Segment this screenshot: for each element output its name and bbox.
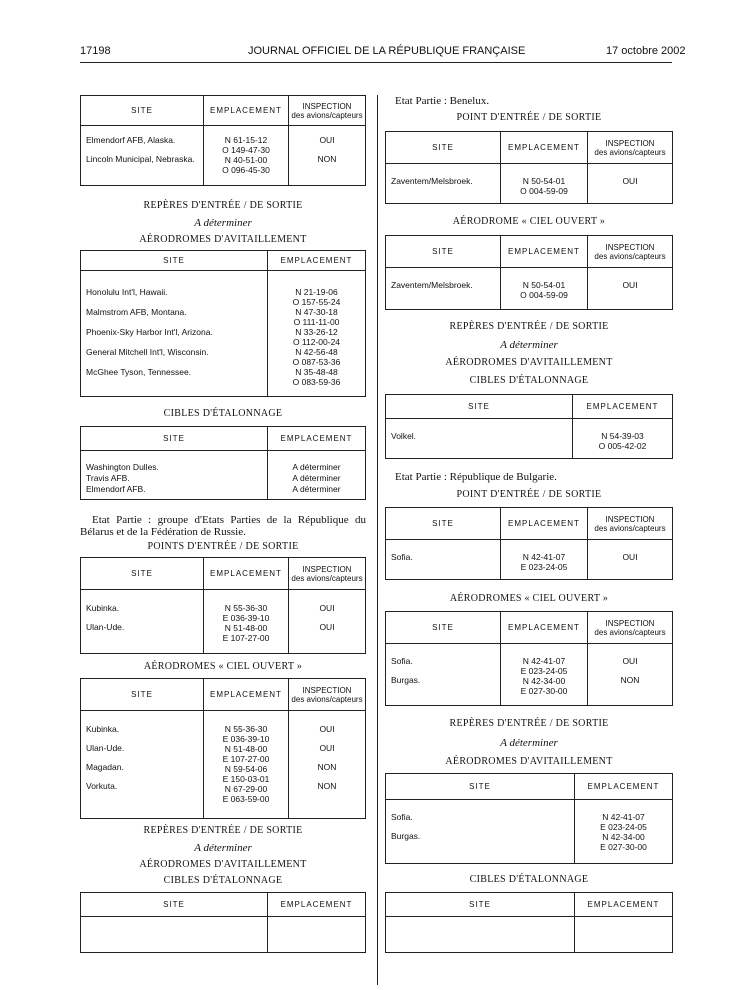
- section-heading: AÉRODROMES « CIEL OUVERT »: [449, 593, 609, 604]
- col-header-site: SITE: [81, 558, 204, 590]
- section-heading: CIBLES D'ÉTALONNAGE: [469, 375, 589, 386]
- section-heading: AÉRODROME « CIEL OUVERT »: [452, 216, 606, 227]
- table-bulgarie-point-entree: [385, 507, 673, 580]
- emplacement-cell: N 55-36-30 E 036-39-10 N 51-48-00 E 107-27-00: [204, 590, 289, 654]
- table-russie-points-entree: [80, 557, 366, 654]
- col-header-emplacement: EMPLACEMENT: [204, 96, 289, 126]
- emplacement-cell: A déterminer A déterminer A déterminer: [268, 451, 366, 500]
- emplacement-cell: N 42-41-07 E 023-24-05 N 42-34-00 E 027-30-00: [501, 644, 588, 706]
- table-russie-cibles-etalonnage: [80, 892, 366, 953]
- emplacement-cell: [575, 917, 673, 953]
- site-cell: Kubinka. Ulan-Ude.: [81, 590, 204, 654]
- emplacement-cell: [268, 917, 366, 953]
- page-number: 17198: [80, 45, 111, 57]
- etat-partie-paragraph: Etat Partie : République de Bulgarie.: [395, 471, 557, 483]
- col-header-inspection: INSPECTION des avions/capteurs: [588, 236, 673, 268]
- site-cell: Sofia. Burgas.: [386, 800, 575, 864]
- col-header-inspection: INSPECTION des avions/capteurs: [588, 612, 673, 644]
- inspection-cell: OUI: [588, 540, 673, 580]
- etat-partie-paragraph: Etat Partie : groupe d'Etats Parties de la République du Bélarus et de la Fédération de Russie.: [80, 514, 366, 538]
- issue-date: 17 octobre 2002: [606, 45, 686, 57]
- table-bulgarie-ciel-ouvert: [385, 611, 673, 706]
- section-heading: CIBLES D'ÉTALONNAGE: [469, 874, 589, 885]
- col-header-site: SITE: [81, 96, 204, 126]
- emplacement-cell: N 50-54-01 O 004-59-09: [501, 164, 588, 204]
- col-header-emplacement: EMPLACEMENT: [575, 774, 673, 800]
- col-header-site: SITE: [81, 679, 204, 711]
- section-heading: POINT D'ENTRÉE / DE SORTIE: [456, 489, 602, 500]
- section-heading: AÉRODROMES D'AVITAILLEMENT: [139, 234, 307, 245]
- col-header-inspection: INSPECTION des avions/capteurs: [289, 558, 366, 590]
- col-header-emplacement: EMPLACEMENT: [573, 395, 673, 419]
- section-heading: AÉRODROMES D'AVITAILLEMENT: [139, 859, 307, 870]
- emplacement-cell: N 42-41-07 E 023-24-05: [501, 540, 588, 580]
- site-cell: Volkel.: [386, 419, 573, 459]
- inspection-cell: OUI NON: [588, 644, 673, 706]
- table-benelux-ciel-ouvert: [385, 235, 673, 310]
- col-header-inspection: INSPECTION des avions/capteurs: [588, 132, 673, 164]
- table-us-points-entree: [80, 95, 366, 186]
- col-header-site: SITE: [386, 395, 573, 419]
- col-header-site: SITE: [386, 508, 501, 540]
- col-header-inspection: INSPECTION des avions/capteurs: [588, 508, 673, 540]
- emplacement-cell: N 21-19-06 O 157-55-24 N 47-30-18 O 111-11-00 N 33-26-12 O 112-00-24 N 42-56-48 O 087-53-36 N 35-48-48 O 083-59-36: [268, 271, 366, 397]
- section-heading: AÉRODROMES D'AVITAILLEMENT: [445, 357, 613, 368]
- col-header-emplacement: EMPLACEMENT: [268, 427, 366, 451]
- site-cell: [81, 917, 268, 953]
- col-header-emplacement: EMPLACEMENT: [501, 132, 588, 164]
- col-header-emplacement: EMPLACEMENT: [268, 893, 366, 917]
- col-header-site: SITE: [81, 893, 268, 917]
- inspection-cell: OUI: [588, 164, 673, 204]
- col-header-site: SITE: [386, 893, 575, 917]
- section-heading: REPÈRES D'ENTRÉE / DE SORTIE: [143, 825, 303, 836]
- col-header-emplacement: EMPLACEMENT: [501, 508, 588, 540]
- section-heading: REPÈRES D'ENTRÉE / DE SORTIE: [449, 718, 609, 729]
- section-heading: CIBLES D'ÉTALONNAGE: [163, 875, 283, 886]
- col-header-site: SITE: [81, 427, 268, 451]
- a-determiner-text: A déterminer: [500, 339, 558, 351]
- col-header-emplacement: EMPLACEMENT: [268, 251, 366, 271]
- col-header-site: SITE: [386, 132, 501, 164]
- table-us-aerodromes-avitaillement: [80, 250, 366, 397]
- site-cell: Sofia. Burgas.: [386, 644, 501, 706]
- col-header-site: SITE: [386, 774, 575, 800]
- table-bulgarie-cibles-etalonnage: [385, 892, 673, 953]
- col-header-site: SITE: [386, 236, 501, 268]
- site-cell: Zaventem/Melsbroek.: [386, 164, 501, 204]
- col-header-site: SITE: [386, 612, 501, 644]
- emplacement-cell: N 42-41-07 E 023-24-05 N 42-34-00 E 027-30-00: [575, 800, 673, 864]
- table-benelux-point-entree: [385, 131, 673, 204]
- inspection-cell: OUI OUI NON NON: [289, 711, 366, 819]
- a-determiner-text: A déterminer: [194, 217, 252, 229]
- section-heading: POINTS D'ENTRÉE / DE SORTIE: [147, 541, 299, 552]
- col-header-emplacement: EMPLACEMENT: [204, 558, 289, 590]
- col-header-emplacement: EMPLACEMENT: [204, 679, 289, 711]
- inspection-cell: OUI: [588, 268, 673, 310]
- etat-partie-paragraph: Etat Partie : Benelux.: [395, 95, 490, 107]
- section-heading: POINT D'ENTRÉE / DE SORTIE: [456, 112, 602, 123]
- col-header-inspection: INSPECTION des avions/capteurs: [289, 679, 366, 711]
- section-heading: CIBLES D'ÉTALONNAGE: [163, 408, 283, 419]
- section-heading: REPÈRES D'ENTRÉE / DE SORTIE: [143, 200, 303, 211]
- col-header-site: SITE: [81, 251, 268, 271]
- col-header-inspection: INSPECTION des avions/capteurs: [289, 96, 366, 126]
- section-heading: REPÈRES D'ENTRÉE / DE SORTIE: [449, 321, 609, 332]
- site-cell: Zaventem/Melsbroek.: [386, 268, 501, 310]
- inspection-cell: OUI NON: [289, 126, 366, 186]
- col-header-emplacement: EMPLACEMENT: [501, 612, 588, 644]
- column-rule: [377, 95, 378, 985]
- col-header-emplacement: EMPLACEMENT: [575, 893, 673, 917]
- emplacement-cell: N 61-15-12 O 149-47-30 N 40-51-00 O 096-45-30: [204, 126, 289, 186]
- journal-title: JOURNAL OFFICIEL DE LA RÉPUBLIQUE FRANÇAISE: [248, 45, 526, 57]
- a-determiner-text: A déterminer: [194, 842, 252, 854]
- site-cell: Elmendorf AFB, Alaska. Lincoln Municipal, Nebraska.: [81, 126, 204, 186]
- emplacement-cell: N 50-54-01 O 004-59-09: [501, 268, 588, 310]
- emplacement-cell: N 55-36-30 E 036-39-10 N 51-48-00 E 107-27-00 N 59-54-06 E 150-03-01 N 67-29-00 E 063-59-00: [204, 711, 289, 819]
- site-cell: Washington Dulles. Travis AFB. Elmendorf AFB.: [81, 451, 268, 500]
- site-cell: [386, 917, 575, 953]
- table-bulgarie-aerodromes-avitaillement: [385, 773, 673, 864]
- table-benelux-cibles-etalonnage: [385, 394, 673, 459]
- table-us-cibles-etalonnage: [80, 426, 366, 500]
- site-cell: Honolulu Int'l, Hawaii. Malmstrom AFB, Montana. Phoenix-Sky Harbor Int'l, Arizona. General Mitchell Int'l, Wisconsin. McGhee Tyson, Tennessee.: [81, 271, 268, 397]
- inspection-cell: OUI OUI: [289, 590, 366, 654]
- a-determiner-text: A déterminer: [500, 737, 558, 749]
- section-heading: AÉRODROMES D'AVITAILLEMENT: [445, 756, 613, 767]
- emplacement-cell: N 54-39-03 O 005-42-02: [573, 419, 673, 459]
- table-russie-ciel-ouvert: [80, 678, 366, 819]
- header-rule: [80, 62, 672, 63]
- col-header-emplacement: EMPLACEMENT: [501, 236, 588, 268]
- site-cell: Sofia.: [386, 540, 501, 580]
- section-heading: AÉRODROMES « CIEL OUVERT »: [143, 661, 303, 672]
- site-cell: Kubinka. Ulan-Ude. Magadan. Vorkuta.: [81, 711, 204, 819]
